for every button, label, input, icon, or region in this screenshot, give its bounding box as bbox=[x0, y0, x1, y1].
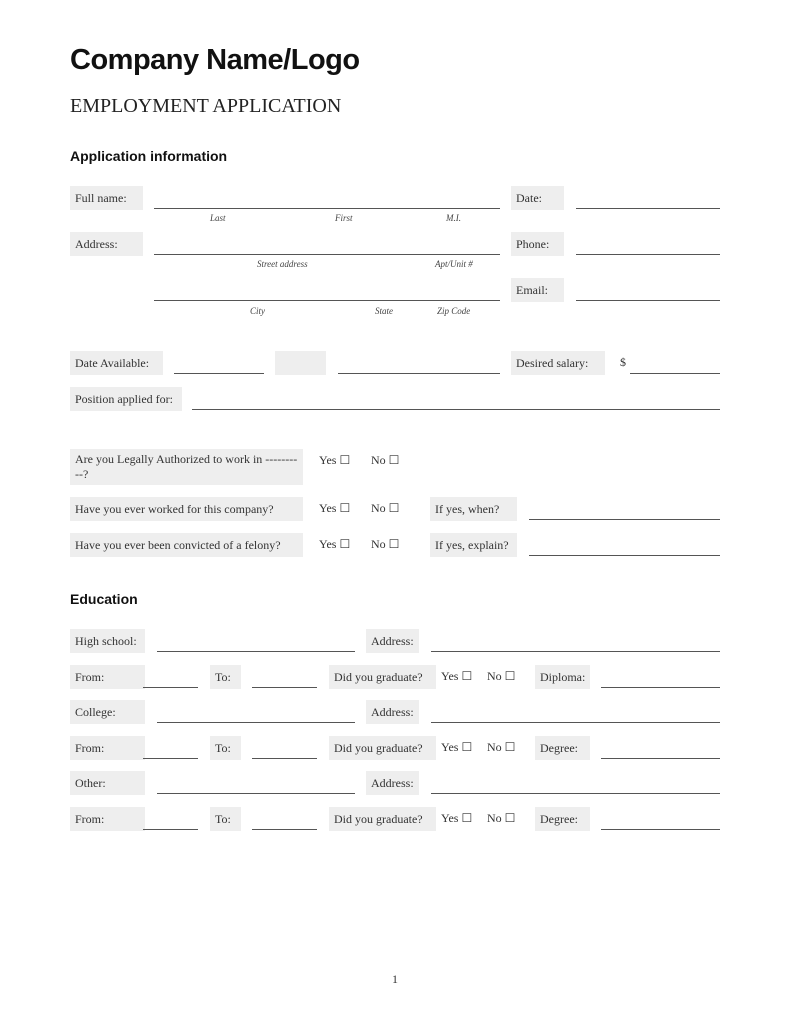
college-graduate-label: Did you graduate? bbox=[329, 736, 436, 760]
email-label: Email: bbox=[511, 278, 564, 302]
date-field[interactable] bbox=[576, 208, 720, 209]
high-school-graduate-yes-checkbox[interactable]: Yes ☐ bbox=[441, 669, 473, 683]
position-applied-field[interactable] bbox=[192, 409, 720, 410]
phone-label: Phone: bbox=[511, 232, 564, 256]
address-label: Address: bbox=[70, 232, 143, 256]
worked-for-company-yes-checkbox[interactable]: Yes ☐ bbox=[319, 501, 351, 515]
desired-salary-label: Desired salary: bbox=[511, 351, 605, 375]
other-degree-label: Degree: bbox=[535, 807, 590, 831]
other-graduate-yes-checkbox[interactable]: Yes ☐ bbox=[441, 811, 473, 825]
high-school-to-label: To: bbox=[210, 665, 241, 689]
college-address-field[interactable] bbox=[431, 722, 720, 723]
document-title: EMPLOYMENT APPLICATION bbox=[70, 95, 342, 117]
college-graduate-yes-checkbox[interactable]: Yes ☐ bbox=[441, 740, 473, 754]
application-information-heading: Application information bbox=[70, 148, 228, 164]
if-yes-explain-field[interactable] bbox=[529, 555, 720, 556]
other-graduate-no-checkbox[interactable]: No ☐ bbox=[487, 811, 516, 825]
felony-conviction-label: Have you ever been convicted of a felony? bbox=[70, 533, 303, 557]
page-number: 1 bbox=[392, 972, 398, 986]
college-field[interactable] bbox=[157, 722, 355, 723]
other-degree-field[interactable] bbox=[601, 829, 720, 830]
high-school-from-label: From: bbox=[70, 665, 145, 689]
if-yes-when-label: If yes, when? bbox=[430, 497, 517, 521]
desired-salary-field[interactable] bbox=[630, 373, 720, 374]
other-address-field[interactable] bbox=[431, 793, 720, 794]
other-to-field[interactable] bbox=[252, 829, 317, 830]
first-name-caption: First bbox=[335, 213, 353, 223]
other-graduate-label: Did you graduate? bbox=[329, 807, 436, 831]
high-school-field[interactable] bbox=[157, 651, 355, 652]
other-address-label: Address: bbox=[366, 771, 419, 795]
other-school-label: Other: bbox=[70, 771, 145, 795]
date-available-extra-field[interactable] bbox=[338, 373, 500, 374]
blank-label-box bbox=[275, 351, 326, 375]
college-to-label: To: bbox=[210, 736, 241, 760]
other-from-label: From: bbox=[70, 807, 145, 831]
college-graduate-no-checkbox[interactable]: No ☐ bbox=[487, 740, 516, 754]
college-address-label: Address: bbox=[366, 700, 419, 724]
diploma-label: Diploma: bbox=[535, 665, 590, 689]
college-degree-label: Degree: bbox=[535, 736, 590, 760]
worked-for-company-label: Have you ever worked for this company? bbox=[70, 497, 303, 521]
middle-initial-caption: M.I. bbox=[446, 213, 461, 223]
felony-no-checkbox[interactable]: No ☐ bbox=[371, 537, 400, 551]
legally-authorized-yes-checkbox[interactable]: Yes ☐ bbox=[319, 453, 351, 467]
high-school-address-label: Address: bbox=[366, 629, 419, 653]
full-name-label: Full name: bbox=[70, 186, 143, 210]
position-applied-label: Position applied for: bbox=[70, 387, 182, 411]
other-school-field[interactable] bbox=[157, 793, 355, 794]
street-address-caption: Street address bbox=[257, 259, 308, 269]
if-yes-explain-label: If yes, explain? bbox=[430, 533, 517, 557]
email-field[interactable] bbox=[576, 300, 720, 301]
state-caption: State bbox=[375, 306, 393, 316]
high-school-to-field[interactable] bbox=[252, 687, 317, 688]
high-school-from-field[interactable] bbox=[143, 687, 198, 688]
apt-unit-caption: Apt/Unit # bbox=[435, 259, 473, 269]
city-caption: City bbox=[250, 306, 265, 316]
high-school-graduate-no-checkbox[interactable]: No ☐ bbox=[487, 669, 516, 683]
education-heading: Education bbox=[70, 591, 138, 607]
high-school-address-field[interactable] bbox=[431, 651, 720, 652]
other-from-field[interactable] bbox=[143, 829, 198, 830]
if-yes-when-field[interactable] bbox=[529, 519, 720, 520]
felony-yes-checkbox[interactable]: Yes ☐ bbox=[319, 537, 351, 551]
company-name-logo: Company Name/Logo bbox=[70, 44, 360, 76]
date-available-label: Date Available: bbox=[70, 351, 163, 375]
dollar-sign: $ bbox=[620, 355, 626, 369]
high-school-graduate-label: Did you graduate? bbox=[329, 665, 436, 689]
college-to-field[interactable] bbox=[252, 758, 317, 759]
city-state-zip-field[interactable] bbox=[154, 300, 500, 301]
worked-for-company-no-checkbox[interactable]: No ☐ bbox=[371, 501, 400, 515]
college-label: College: bbox=[70, 700, 145, 724]
street-address-field[interactable] bbox=[154, 254, 500, 255]
last-name-caption: Last bbox=[210, 213, 226, 223]
college-from-field[interactable] bbox=[143, 758, 198, 759]
date-label: Date: bbox=[511, 186, 564, 210]
full-name-field[interactable] bbox=[154, 208, 500, 209]
other-to-label: To: bbox=[210, 807, 241, 831]
college-from-label: From: bbox=[70, 736, 145, 760]
zip-code-caption: Zip Code bbox=[437, 306, 471, 316]
legally-authorized-no-checkbox[interactable]: No ☐ bbox=[371, 453, 400, 467]
legally-authorized-label: Are you Legally Authorized to work in ----------? bbox=[70, 449, 303, 485]
diploma-field[interactable] bbox=[601, 687, 720, 688]
college-degree-field[interactable] bbox=[601, 758, 720, 759]
phone-field[interactable] bbox=[576, 254, 720, 255]
date-available-field[interactable] bbox=[174, 373, 264, 374]
high-school-label: High school: bbox=[70, 629, 145, 653]
